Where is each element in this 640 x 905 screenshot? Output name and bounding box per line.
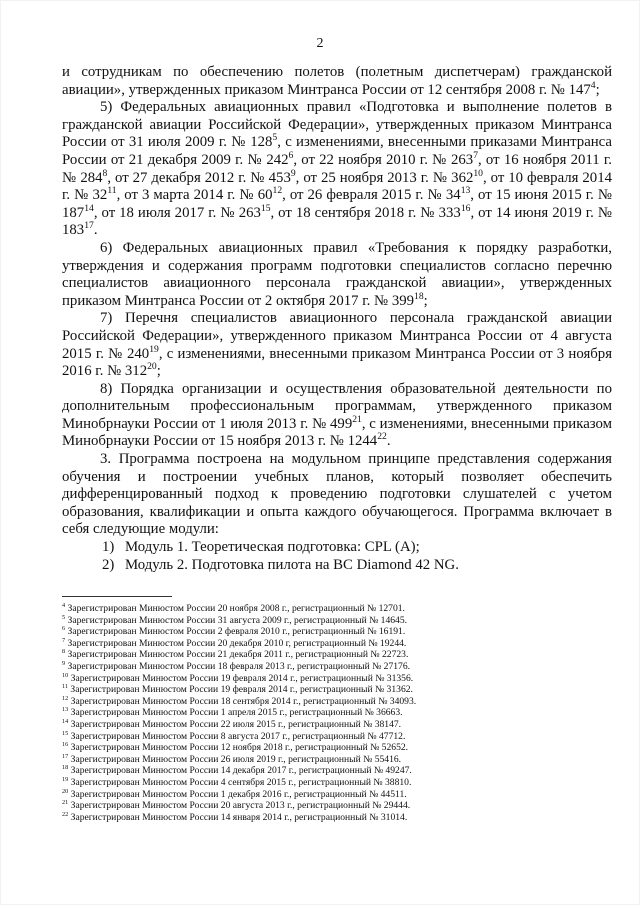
paragraph-text: , от 10 февраля 2014 г. № 32 (62, 169, 613, 204)
footnote-ref: 9 (290, 167, 296, 179)
footnote-item (62, 638, 612, 650)
paragraph-text: 6) Федеральных авиационных правил «Требования к порядку разработки, утверждения и содержания программ подготовки специалистов согласно перечню специалистов авиационного персонала гражданской авиации», утвержденных приказом Минтранса России от 2 октября 2017 г. № 399 (62, 239, 612, 309)
footnote-ref: 12 (272, 185, 283, 197)
footnote-number: 18 (62, 764, 69, 772)
module-list (62, 539, 612, 574)
footnote-text: Зарегистрирован Минюстом России 19 февраля 2014 г., регистрационный № 31356. (68, 672, 414, 684)
footnote-item (62, 603, 612, 615)
paragraph-text: , от 15 июня 2015 г. № 187 (62, 187, 612, 221)
module-item (62, 539, 612, 557)
footnote-number: 21 (62, 798, 69, 806)
paragraph-text: , от 18 сентября 2018 г. № 333 (270, 204, 461, 221)
footnote-item (62, 789, 612, 801)
footnote-number: 7 (62, 636, 66, 644)
paragraph-text: . (93, 222, 98, 239)
paragraph-text: ; (595, 81, 600, 98)
footnote-ref: 16 (460, 202, 471, 214)
footnote-text: Зарегистрирован Минюстом России 20 ноября 2008 г., регистрационный № 12701. (65, 603, 405, 614)
footnote-item (62, 742, 612, 754)
paragraph-text: и сотрудникам по обеспечению полетов (полетным диспетчерам) гражданской авиации», утвержденных приказом Минтранса России от 12 сентября 2008 г. № 147 (62, 64, 612, 98)
footnote-number: 6 (62, 625, 66, 632)
footnote-item (62, 754, 612, 766)
paragraph-p7 (62, 310, 612, 380)
paragraph-p5 (62, 99, 612, 240)
footnote-text: Зарегистрирован Минюстом России 22 июля 2015 г., регистрационный № 38147. (68, 718, 402, 730)
footnote-number: 13 (62, 706, 69, 714)
footnote-item (62, 719, 612, 731)
paragraph-p0 (62, 64, 612, 99)
paragraph-text: , от 16 ноября 2011 г. № 284 (62, 151, 612, 186)
module-number: 2) (102, 556, 115, 573)
paragraph-text: . (386, 433, 391, 450)
footnote-number: 12 (62, 694, 69, 702)
footnote-item (62, 731, 612, 743)
footnote-item (62, 649, 612, 661)
footnote-item (62, 684, 612, 696)
module-text: Модуль 1. Теоретическая подготовка: CPL (A); (125, 539, 420, 556)
page-number: 2 (316, 36, 324, 51)
footnote-ref: 10 (473, 167, 483, 179)
footnote-text: Зарегистрирован Минюстом России 20 декабря 2010 г, регистрационный № 19244. (65, 637, 407, 649)
footnote-ref: 18 (414, 290, 424, 302)
paragraph-text: , с изменениями, внесенными приказом Минтранса России от 3 ноября 2016 г. № 312 (62, 345, 612, 380)
footnote-ref: 20 (147, 361, 157, 373)
footnote-item (62, 707, 612, 719)
footnote-ref: 19 (149, 343, 159, 355)
footnote-number: 15 (62, 729, 69, 737)
footnote-text: Зарегистрирован Минюстом России 14 декабря 2017 г., регистрационный № 49247. (68, 765, 412, 777)
paragraph-text: , от 22 ноября 2010 г. № 263 (293, 151, 474, 168)
paragraph-text: ; (423, 292, 428, 309)
footnote-number: 17 (62, 752, 69, 760)
footnote-text: Зарегистрирован Минюстом России 14 января 2014 г., регистрационный № 31014. (68, 811, 408, 823)
footnotes (62, 603, 612, 823)
footnote-number: 5 (62, 613, 66, 621)
paragraph-text: , от 3 марта 2014 г. № 60 (116, 187, 273, 204)
footnote-number: 14 (62, 717, 69, 725)
footnote-ref: 17 (84, 220, 94, 232)
footnote-text: Зарегистрирован Минюстом России 1 декабря 2016 г., регистрационный № 44511. (68, 788, 407, 800)
paragraph-text: , от 14 июня 2019 г. № 183 (62, 204, 612, 239)
footnote-text: Зарегистрирован Минюстом России 18 февраля 2013 г., регистрационный № 27176. (65, 660, 411, 672)
footnote-text: Зарегистрирован Минюстом России 2 февраля 2010 г., регистрационный № 16191. (65, 626, 406, 638)
paragraph-text: , с изменениями, внесенными приказами Минтранса России от 21 декабря 2009 г. № 242 (62, 134, 612, 168)
footnote-item (62, 812, 612, 824)
footnote-number: 9 (62, 659, 66, 667)
footnote-item (62, 696, 612, 708)
paragraph-text: , от 18 июля 2017 г. № 263 (93, 204, 261, 221)
paragraph-text: , от 26 февраля 2015 г. № 34 (282, 187, 461, 204)
footnote-number: 11 (62, 682, 69, 690)
paragraph-p6 (62, 240, 612, 310)
module-item (62, 557, 612, 575)
footnote-number: 16 (62, 740, 69, 748)
footnote-ref: 22 (377, 431, 387, 443)
footnote-text: Зарегистрирован Минюстом России 19 февраля 2014 г., регистрационный № 31362. (68, 684, 413, 696)
footnote-ref: 8 (102, 167, 108, 179)
footnote-text: Зарегистрирован Минюстом России 8 августа 2017 г., регистрационный № 47712. (68, 730, 406, 742)
footnote-item (62, 800, 612, 812)
footnote-number: 4 (62, 601, 66, 609)
footnote-item (62, 777, 612, 789)
paragraph-text: , с изменениями, внесенными приказом Минобрнауки России от 15 ноября 2013 г. № 1244 (62, 415, 612, 450)
footnote-text: Зарегистрирован Минюстом России 21 декабря 2011 г., регистрационный № 22723. (65, 649, 409, 661)
footnote-text: Зарегистрирован Минюстом России 20 августа 2013 г., регистрационный № 29444. (68, 800, 411, 812)
footnote-text: Зарегистрирован Минюстом России 4 сентября 2015 г., регистрационный № 38810. (68, 776, 412, 788)
footnote-text: Зарегистрирован Минюстом России 18 сентября 2014 г., регистрационный № 34093. (68, 695, 417, 707)
footnote-item (62, 615, 612, 627)
footnote-number: 10 (62, 671, 69, 679)
footnote-ref: 6 (288, 150, 294, 162)
footnote-text: Зарегистрирован Минюстом России 12 ноября 2018 г., регистрационный № 52652. (68, 742, 409, 754)
footnote-ref: 5 (272, 132, 278, 144)
footnote-ref: 13 (460, 185, 471, 197)
footnote-ref: 4 (590, 79, 596, 91)
paragraph-text: , от 27 декабря 2012 г. № 453 (107, 169, 291, 186)
footnote-item (62, 673, 612, 685)
footnote-separator (62, 596, 172, 597)
paragraph-text: 7) Перечня специалистов авиационного персонала гражданской авиации Российской Федерации», утвержденного приказом Минтранса России от 4 августа 2015 г. № 240 (62, 310, 612, 362)
module-number: 1) (102, 539, 115, 556)
footnote-item (62, 626, 612, 638)
paragraph-text: , от 25 ноября 2013 г. № 362 (295, 169, 474, 186)
paragraph-text: 5) Федеральных авиационных правил «Подготовка и выполнение полетов в гражданской авиации Российской Федерации», утвержденных приказом Минтранса России от 31 июля 2009 г. № 128 (62, 99, 612, 151)
footnote-ref: 15 (260, 202, 271, 214)
document-body (62, 64, 612, 574)
paragraph-text: 3. Программа построена на модульном принципе представления содержания обучения и построении учебных планов, который позволяет обеспечить дифференцированный подход к проведению подготовки слушателей с учетом образования, квалификации и опыта каждого обучающегося. Программа включает в себя следующие модули: (62, 451, 612, 538)
footnote-number: 20 (62, 787, 69, 795)
footnote-ref: 14 (84, 202, 94, 214)
footnote-number: 19 (62, 775, 69, 783)
footnote-ref: 21 (352, 413, 362, 425)
footnote-number: 22 (62, 810, 69, 818)
footnote-item (62, 765, 612, 777)
footnote-ref: 11 (107, 185, 117, 197)
footnote-text: Зарегистрирован Минюстом России 1 апреля 2015 г., регистрационный № 36663. (68, 707, 403, 719)
module-text: Модуль 2. Подготовка пилота на ВС Diamond 42 NG. (125, 556, 459, 573)
paragraph-text: 8) Порядка организации и осуществления образовательной деятельности по дополнительным профессиональным программам, утвержденного приказом Минобрнауки России от 1 июля 2013 г. № 499 (62, 380, 612, 432)
footnote-text: Зарегистрирован Минюстом России 26 июля 2019 г., регистрационный № 55416. (68, 753, 402, 765)
paragraph-list (62, 64, 612, 539)
paragraph-text: ; (156, 363, 161, 380)
footnote-text: Зарегистрирован Минюстом России 31 августа 2009 г., регистрационный № 14645. (65, 614, 408, 626)
footnote-number: 8 (62, 648, 66, 656)
paragraph-p8 (62, 381, 612, 451)
paragraph-p3 (62, 451, 612, 539)
footnote-item (62, 661, 612, 673)
footnote-ref: 7 (473, 150, 478, 162)
